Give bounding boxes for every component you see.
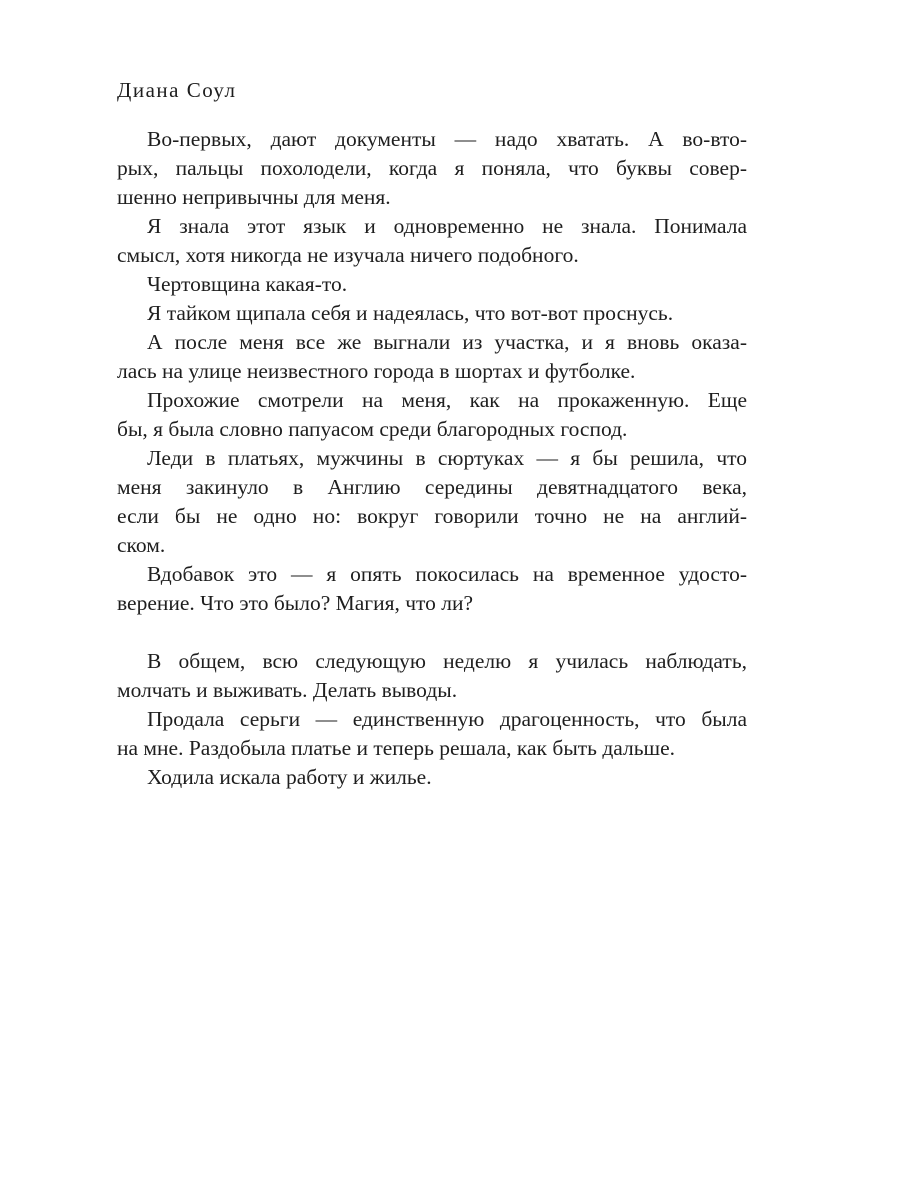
text-line: смысл, хотя никогда не изучала ничего подобного. xyxy=(117,243,579,267)
text-line: Продала серьги — единственную драгоценность, что была xyxy=(147,707,747,731)
text-line: лась на улице неизвестного города в шортах и футболке. xyxy=(117,359,636,383)
paragraph xyxy=(117,212,747,270)
paragraph xyxy=(117,270,747,299)
text-line: Прохожие смотрели на меня, как на прокаженную. Еще xyxy=(147,388,747,412)
text-line: Вдобавок это — я опять покосилась на временное удосто- xyxy=(147,562,747,586)
section-break xyxy=(117,618,747,647)
paragraph xyxy=(117,763,747,792)
paragraph xyxy=(117,705,747,763)
text-line: если бы не одно но: вокруг говорили точно не на англий- xyxy=(117,504,747,528)
text-line: рых, пальцы похолодели, когда я поняла, что буквы совер- xyxy=(117,156,747,180)
text-line: Чертовщина какая-то. xyxy=(147,272,348,296)
paragraph xyxy=(117,328,747,386)
text-line: меня закинуло в Англию середины девятнадцатого века, xyxy=(117,475,747,499)
text-line: Леди в платьях, мужчины в сюртуках — я бы решила, что xyxy=(147,446,747,470)
paragraph xyxy=(117,444,747,560)
text-line: шенно непривычны для меня. xyxy=(117,185,391,209)
running-head-author: Диана Соул xyxy=(117,78,237,102)
text-line: А после меня все же выгнали из участка, и я вновь оказа- xyxy=(147,330,747,354)
text-line: бы, я была словно папуасом среди благородных господ. xyxy=(117,417,628,441)
paragraph xyxy=(117,386,747,444)
text-line: верение. Что это было? Магия, что ли? xyxy=(117,591,474,615)
text-line: Ходила искала работу и жилье. xyxy=(147,765,432,789)
paragraph xyxy=(117,299,747,328)
text-line: Во-первых, дают документы — надо хватать. А во-вто- xyxy=(147,127,747,151)
paragraph xyxy=(117,647,747,705)
paragraph xyxy=(117,125,747,212)
text-line: Я тайком щипала себя и надеялась, что вот-вот проснусь. xyxy=(147,301,674,325)
body-text xyxy=(117,125,747,792)
paragraph xyxy=(117,560,747,618)
text-line: В общем, всю следующую неделю я училась наблюдать, xyxy=(147,649,747,673)
text-line: ском. xyxy=(117,533,166,557)
text-line: на мне. Раздобыла платье и теперь решала, как быть дальше. xyxy=(117,736,676,760)
text-line: Я знала этот язык и одновременно не знала. Понимала xyxy=(147,214,747,238)
text-line: молчать и выживать. Делать выводы. xyxy=(117,678,458,702)
